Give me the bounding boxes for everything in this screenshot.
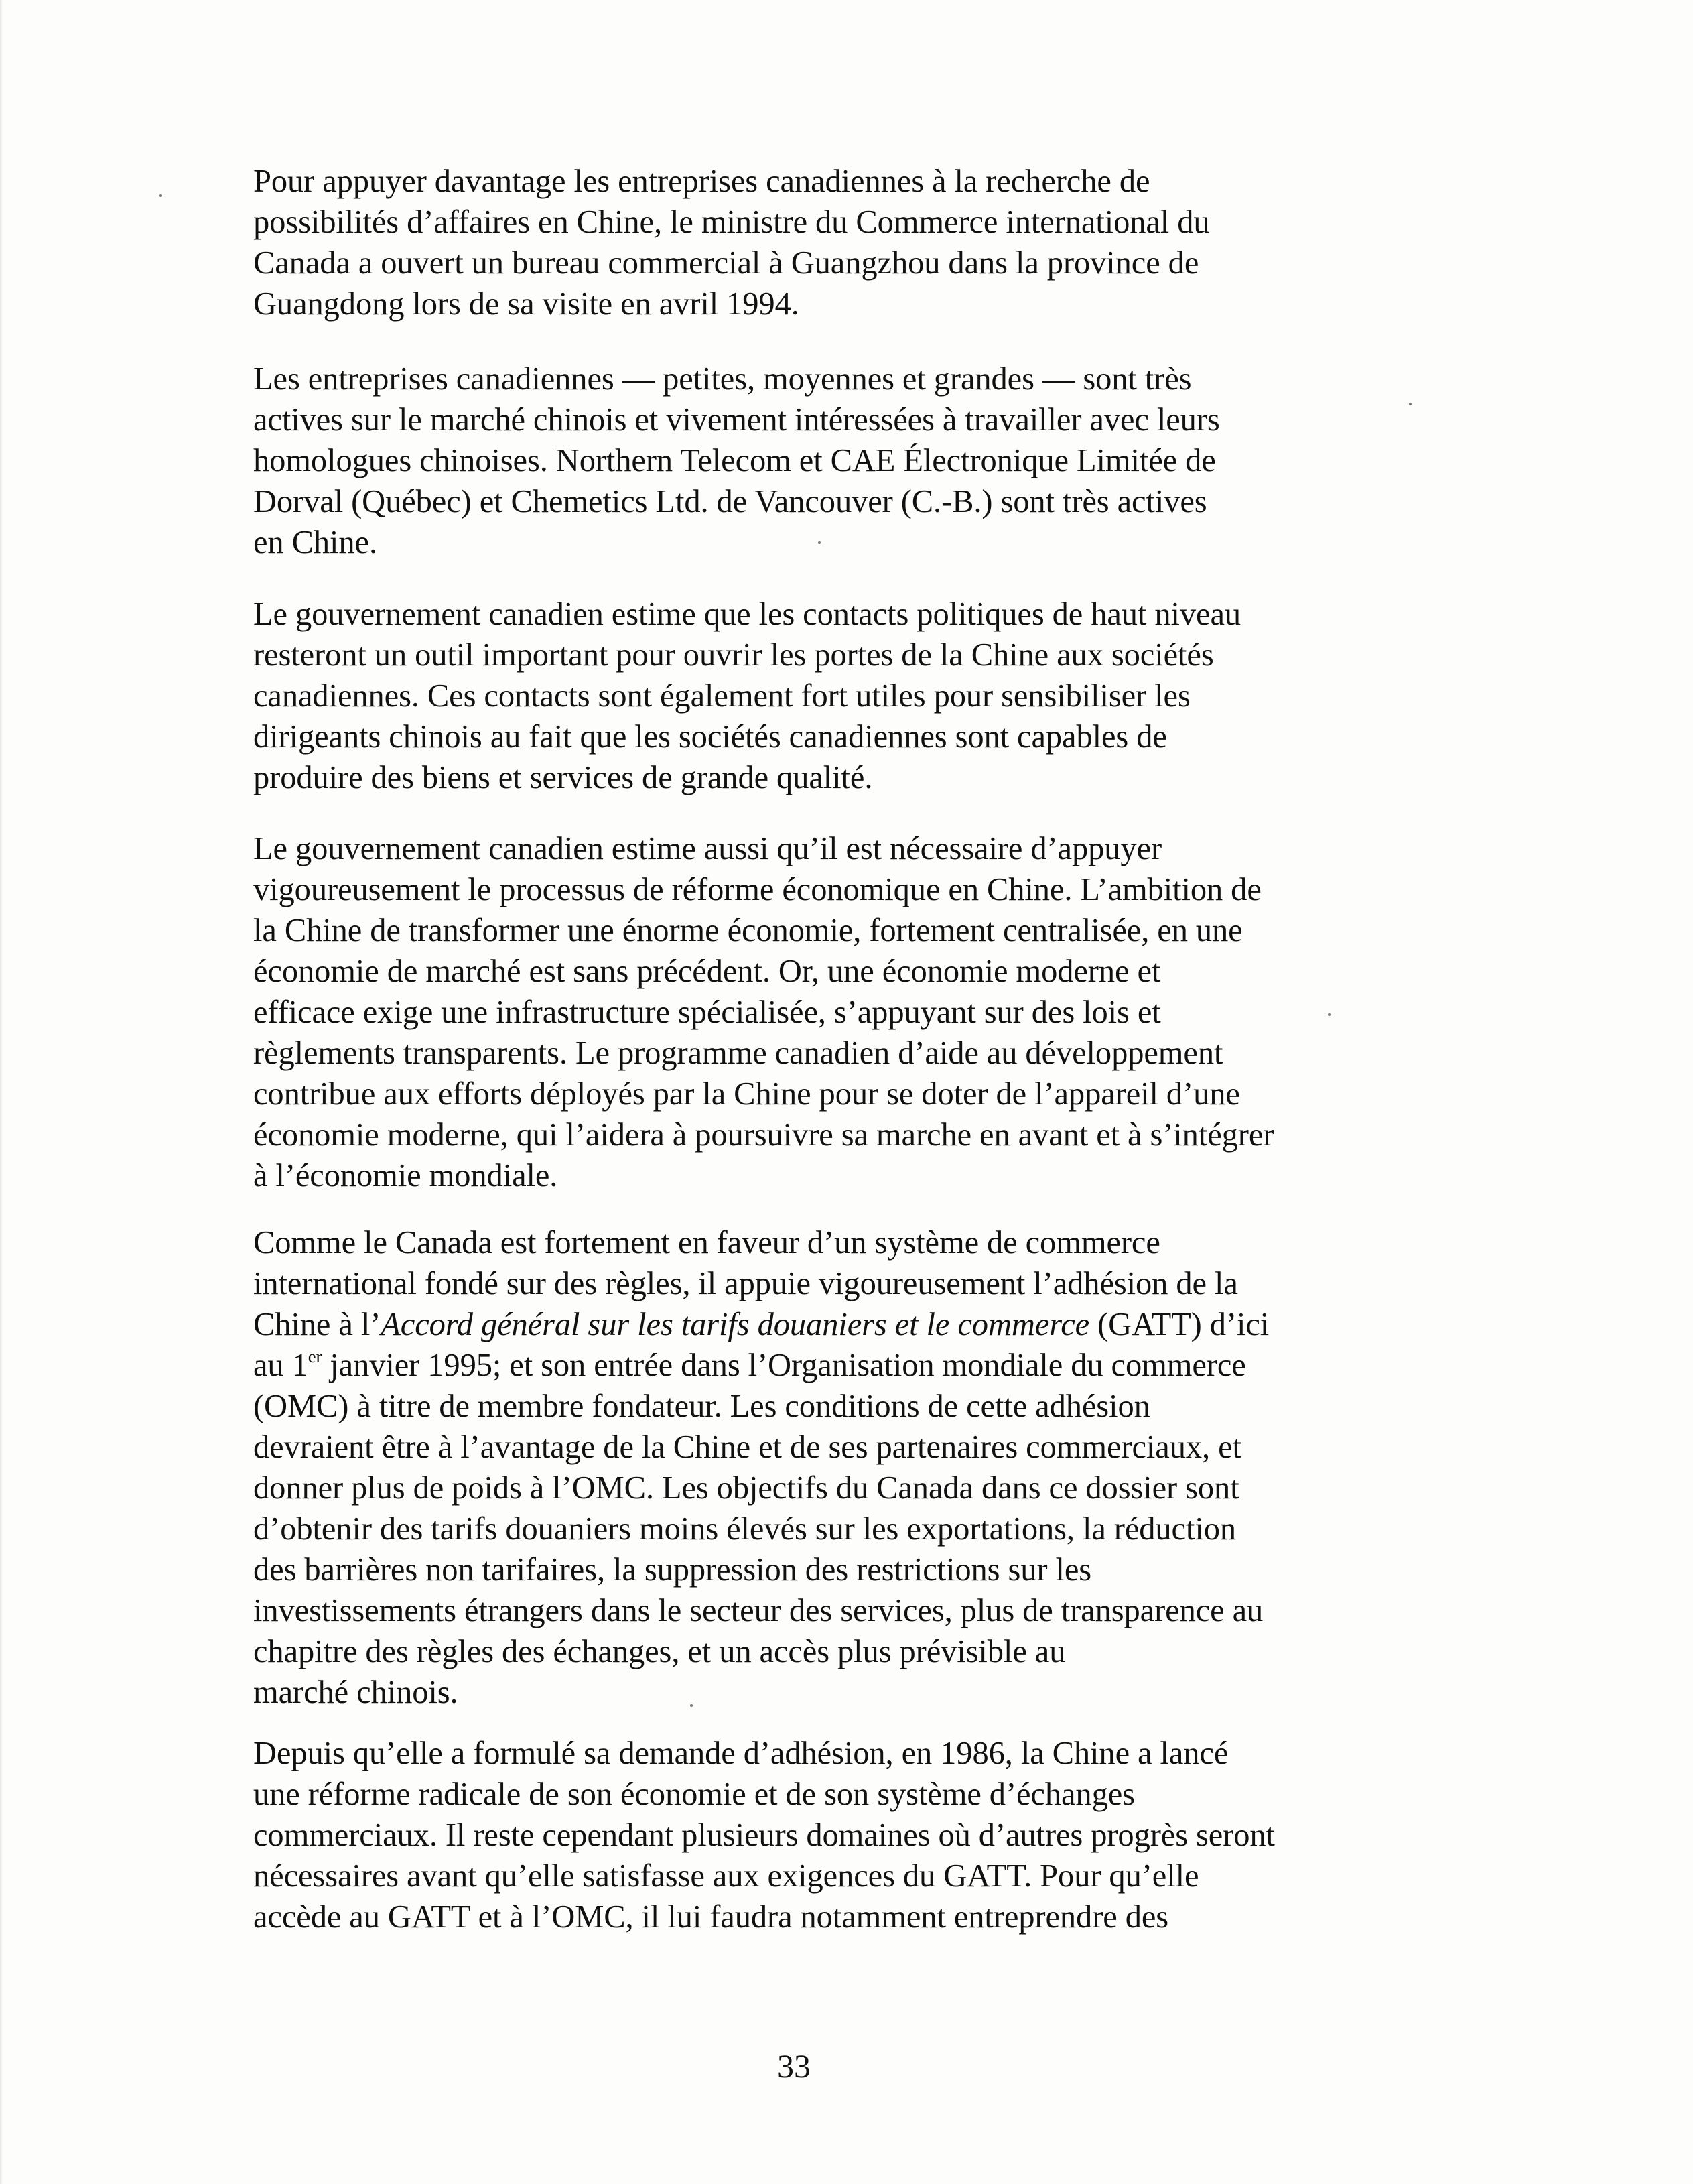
- paragraph-line: devraient être à l’avantage de la Chine et de ses partenaires commerciaux, et: [253, 1429, 1241, 1465]
- paragraph-4: [253, 828, 1392, 1196]
- paragraph-line: (OMC) à titre de membre fondateur. Les conditions de cette adhésion: [253, 1389, 1150, 1424]
- paragraph-line: d’obtenir des tarifs douaniers moins élevés sur les exportations, la réduction: [253, 1511, 1237, 1547]
- paragraph-line: Le gouvernement canadien estime que les contacts politiques de haut niveau: [253, 596, 1241, 632]
- paragraph-line: une réforme radicale de son économie et de son système d’échanges: [253, 1777, 1135, 1812]
- paragraph-line: Canada a ouvert un bureau commercial à Guangzhou dans la province de: [253, 245, 1199, 281]
- paragraph-line: homologues chinoises. Northern Telecom et CAE Électronique Limitée de: [253, 443, 1216, 478]
- paragraph-line: la Chine de transformer une énorme économie, fortement centralisée, en une: [253, 913, 1243, 948]
- scan-speck: [818, 541, 821, 544]
- paragraph-line: Pour appuyer davantage les entreprises canadiennes à la recherche de: [253, 164, 1150, 199]
- paragraph-line: efficace exige une infrastructure spécialisée, s’appuyant sur des lois et: [253, 994, 1161, 1030]
- paragraph-line: Guangdong lors de sa visite en avril 1994.: [253, 286, 799, 322]
- paragraph-line: nécessaires avant qu’elle satisfasse aux exigences du GATT. Pour qu’elle: [253, 1858, 1199, 1894]
- paragraph-line: vigoureusement le processus de réforme économique en Chine. L’ambition de: [253, 872, 1262, 907]
- paragraph-5: [253, 1222, 1392, 1713]
- paragraph-line: Le gouvernement canadien estime aussi qu’il est nécessaire d’appuyer: [253, 831, 1162, 866]
- paragraph-line: Depuis qu’elle a formulé sa demande d’adhésion, en 1986, la Chine a lancé: [253, 1736, 1229, 1771]
- paragraph-line-date: [253, 1345, 1392, 1386]
- text-run: janvier 1995; et son entrée dans l’Organisation mondiale du commerce: [322, 1348, 1246, 1383]
- paragraph-line: règlements transparents. Le programme canadien d’aide au développement: [253, 1035, 1223, 1071]
- paragraph-line: marché chinois.: [253, 1675, 458, 1710]
- paragraph-line: actives sur le marché chinois et vivement intéressées à travailler avec leurs: [253, 402, 1220, 438]
- scan-speck: [690, 1704, 693, 1707]
- paragraph-line: en Chine.: [253, 525, 377, 560]
- paragraph-line: économie moderne, qui l’aidera à poursuivre sa marche en avant et à s’intégrer: [253, 1117, 1274, 1153]
- paragraph-line: produire des biens et services de grande qualité.: [253, 760, 873, 795]
- paragraph-line: canadiennes. Ces contacts sont également fort utiles pour sensibiliser les: [253, 678, 1191, 714]
- paragraph-line-gatt: [253, 1304, 1392, 1345]
- text-run: au 1: [253, 1348, 308, 1383]
- paragraph-line: Les entreprises canadiennes — petites, moyennes et grandes — sont très: [253, 361, 1192, 397]
- paragraph-line: Comme le Canada est fortement en faveur d’un système de commerce: [253, 1225, 1160, 1261]
- paragraph-3: [253, 594, 1392, 798]
- text-run: Chine à l’: [253, 1307, 381, 1342]
- superscript: er: [308, 1346, 322, 1366]
- paragraph-line: des barrières non tarifaires, la suppression des restrictions sur les: [253, 1552, 1092, 1588]
- scan-speck: [1328, 1013, 1331, 1016]
- italic-title: Accord général sur les tarifs douaniers et le commerce: [381, 1307, 1090, 1342]
- paragraph-line: resteront un outil important pour ouvrir les portes de la Chine aux sociétés: [253, 637, 1214, 673]
- paragraph-2: [253, 359, 1392, 563]
- paragraph-line: à l’économie mondiale.: [253, 1158, 558, 1194]
- paragraph-6: [253, 1733, 1392, 1937]
- paragraph-line: commerciaux. Il reste cependant plusieurs domaines où d’autres progrès seront: [253, 1817, 1275, 1853]
- text-run: (GATT) d’ici: [1089, 1307, 1270, 1342]
- scan-edge-shadow: [0, 0, 3, 2184]
- scan-speck: [159, 194, 162, 197]
- paragraph-line: donner plus de poids à l’OMC. Les objectifs du Canada dans ce dossier sont: [253, 1470, 1239, 1506]
- paragraph-line: Dorval (Québec) et Chemetics Ltd. de Vancouver (C.-B.) sont très actives: [253, 484, 1207, 519]
- scan-speck: [1409, 403, 1412, 405]
- paragraph-line: investissements étrangers dans le secteur des services, plus de transparence au: [253, 1593, 1264, 1628]
- paragraph-line: dirigeants chinois au fait que les sociétés canadiennes sont capables de: [253, 719, 1167, 755]
- paragraph-1: [253, 161, 1392, 324]
- paragraph-line: accède au GATT et à l’OMC, il lui faudra notamment entreprendre des: [253, 1899, 1169, 1935]
- paragraph-line: chapitre des règles des échanges, et un accès plus prévisible au: [253, 1634, 1066, 1669]
- page-number: 33: [777, 2047, 811, 2085]
- paragraph-line: international fondé sur des règles, il appuie vigoureusement l’adhésion de la: [253, 1266, 1238, 1301]
- paragraph-line: possibilités d’affaires en Chine, le ministre du Commerce international du: [253, 204, 1210, 240]
- paragraph-line: contribue aux efforts déployés par la Chine pour se doter de l’appareil d’une: [253, 1076, 1240, 1112]
- paragraph-line: économie de marché est sans précédent. Or, une économie moderne et: [253, 954, 1161, 989]
